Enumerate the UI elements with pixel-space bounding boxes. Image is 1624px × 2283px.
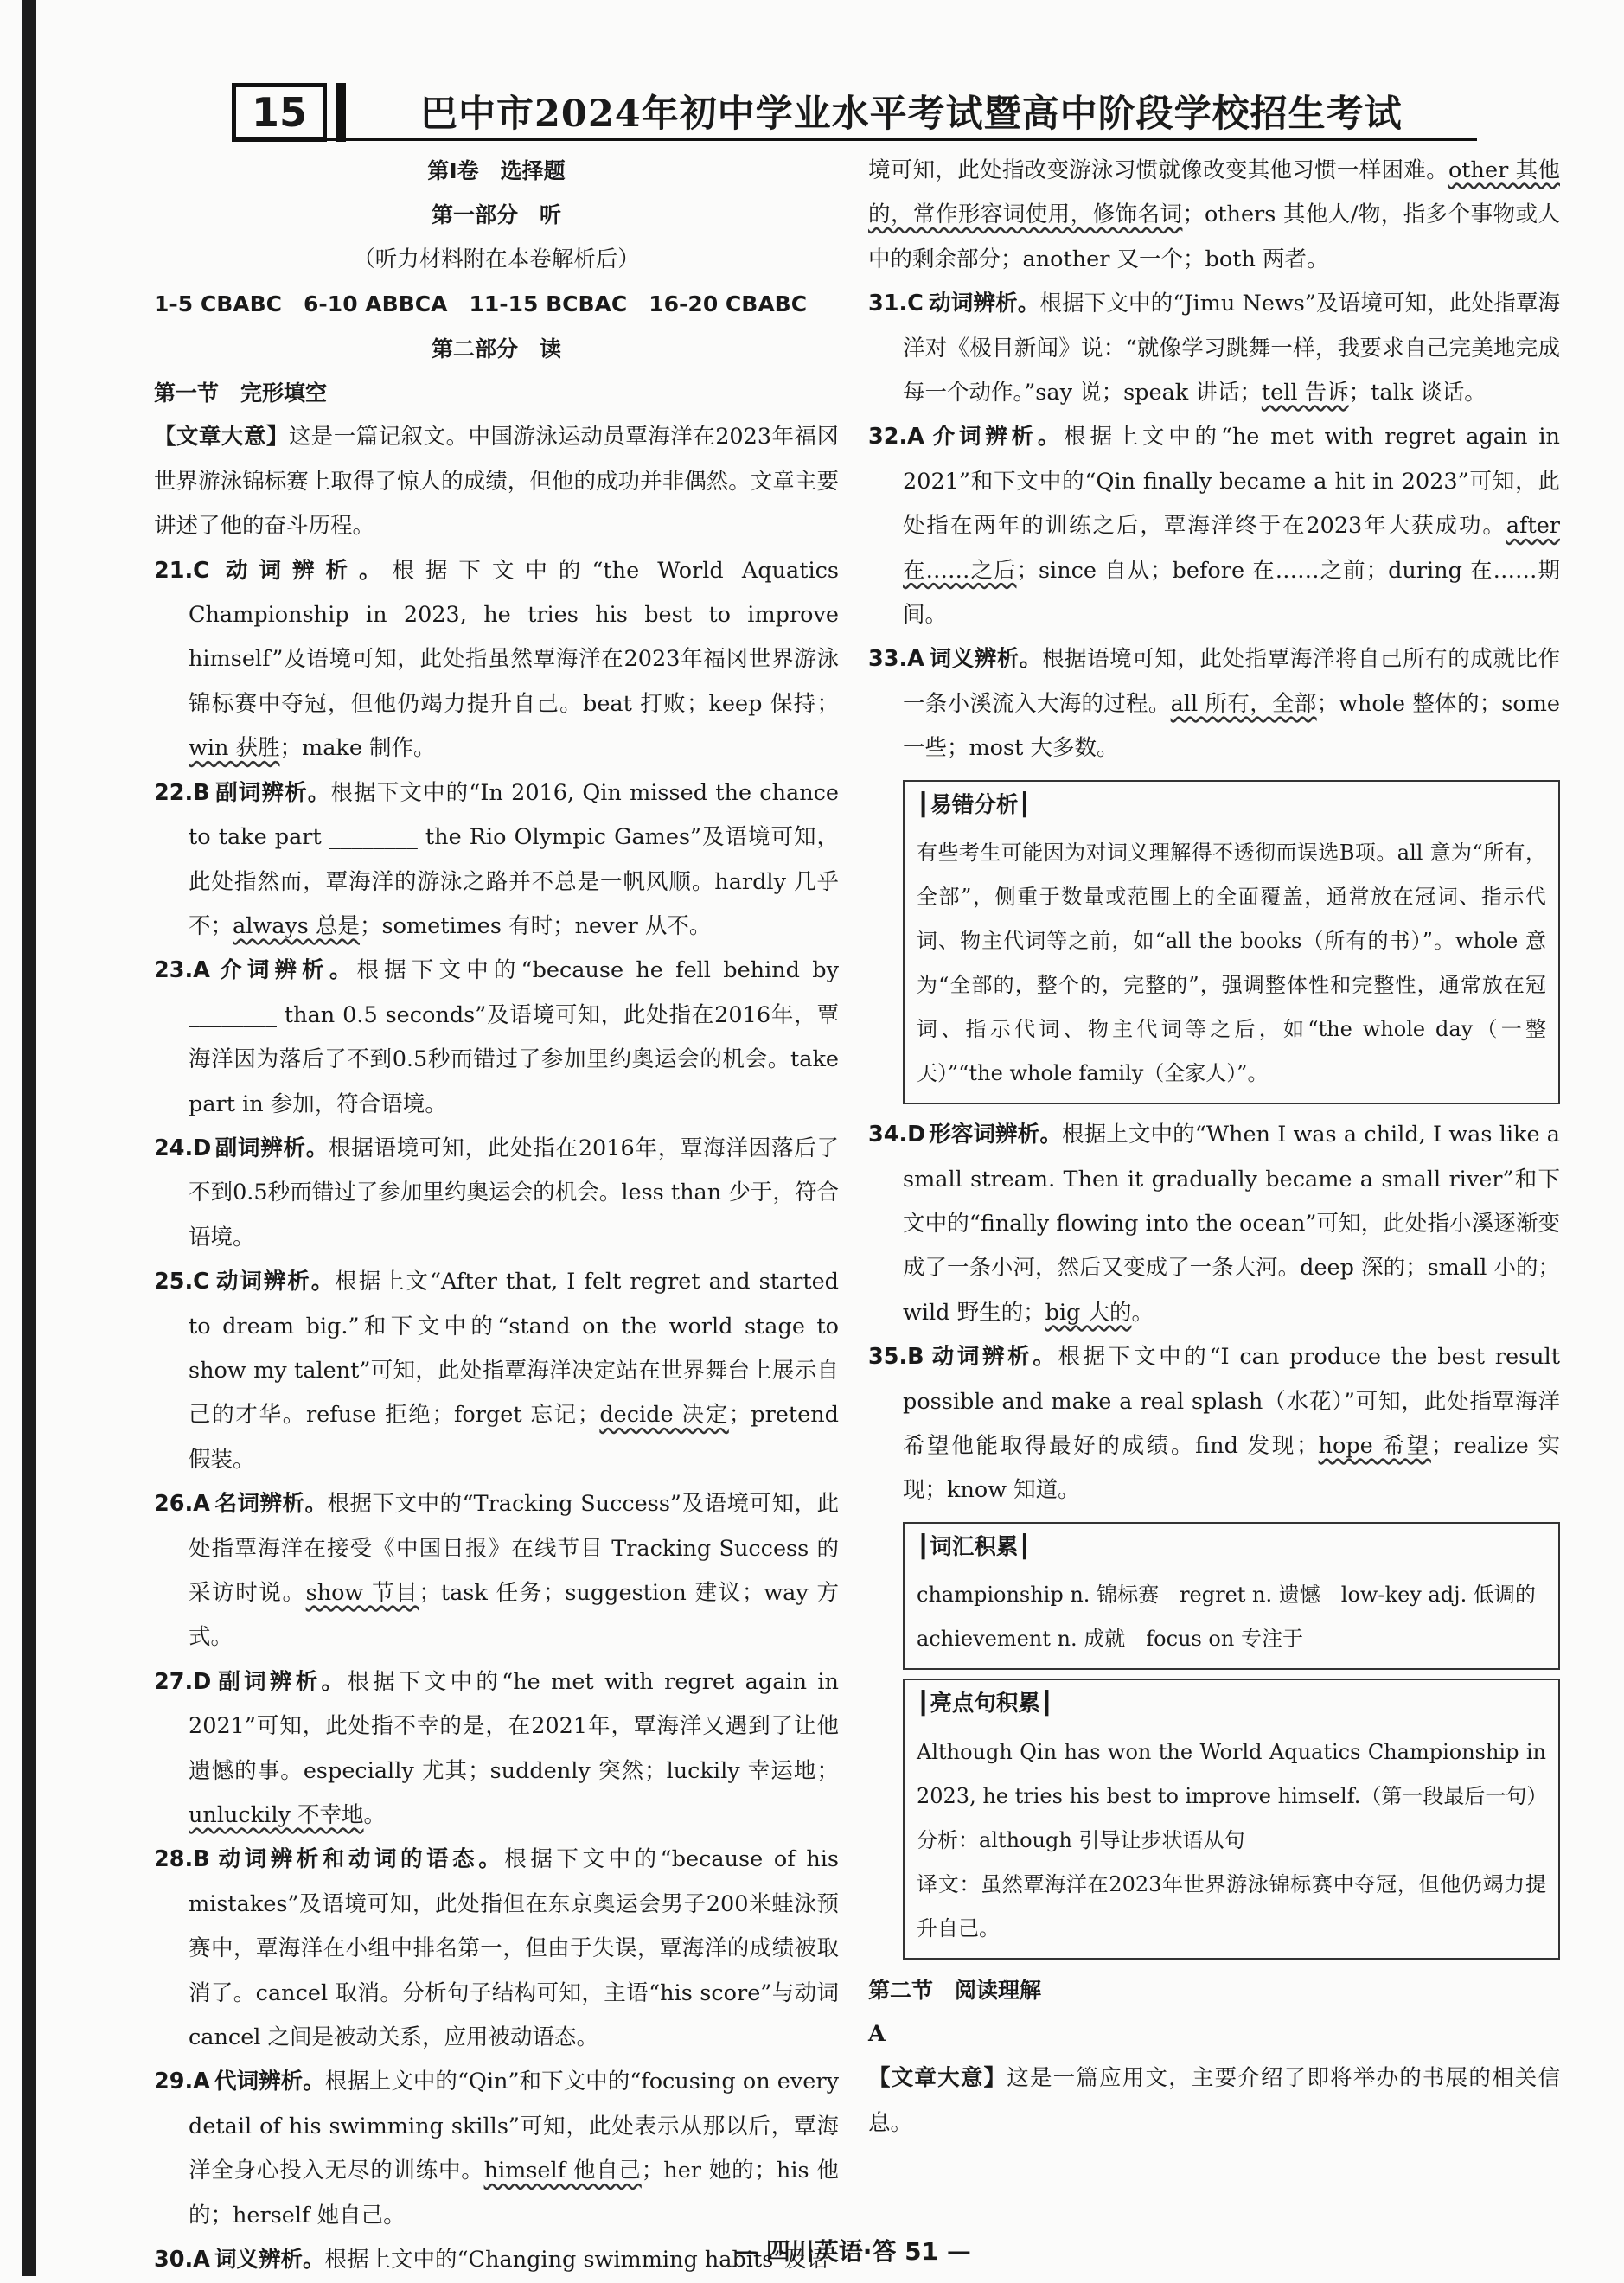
answer-explanation: 根据下文中的“In 2016, Qin missed the chance to take part ________ the Rio Olympic Games”及语境可知，此处指然而，覃海洋的游泳之路并不总是一帆风顺。hardly 几乎不；: [189, 779, 839, 939]
article-summary: [154, 415, 839, 548]
answer-type: 介词辨析。: [929, 424, 1065, 451]
summary-text: 这是一篇记叙文。中国游泳运动员覃海洋在2023年福冈世界游泳锦标赛上取得了惊人的成绩，但他的成功并非偶然。文章主要讲述了他的奋斗历程。: [154, 424, 839, 540]
answer-key-term: hope 希望: [1318, 1432, 1431, 1459]
answer-number: 35.B: [868, 1344, 924, 1371]
answer-item: [154, 1482, 839, 1660]
answer-number: 21.C: [154, 557, 209, 584]
answer-tail: ；her 她的；his 他的；herself 她自己。: [189, 2158, 839, 2229]
exam-title: 巴中市2024年初中学业水平考试暨高中阶段学校招生考试: [420, 93, 1403, 136]
answer-number: 33.A: [868, 646, 924, 673]
answer-explanation: 根据下文中的“the World Aquatics Championship in 2023, he tries his best to improve himself”及语境可知，此处指虽然覃海洋在2023年福冈世界游泳锦标赛中夺冠，但他仍竭力提升自己。beat 打败；keep 保持；: [189, 557, 839, 717]
answer-number: 25.C: [154, 1269, 209, 1295]
answer-explanation: 根据下文中的“because he fell behind by ________ than 0.5 seconds”及语境可知，此处指在2016年，覃海洋因为落后了不到0.5秒而错过了参加里约奥运会的机会。take part in 参加，符合语境。: [189, 957, 839, 1117]
header-divider-bar: [336, 83, 346, 142]
answer-type: 动词辨析和动词的语态。: [214, 1846, 505, 1873]
vocab-line-2: achievement n. 成就 focus on 专注于: [917, 1627, 1303, 1652]
answer-explanation: 根据下文中的“because of his mistakes”及语境可知，此处指但在东京奥运会男子200米蛙泳预赛中，覃海洋在小组中排名第一，但由于失误，覃海洋的成绩被取消了。cancel 取消。分析句子结构可知，主语“his score”与动词 cancel 之间是被动关系，应用被动语态。: [189, 1846, 839, 2051]
answer-tail: ；task 任务；suggestion 建议；way 方式。: [189, 1580, 839, 1651]
answer-explanation: 根据下文中的“I can produce the best result possible and make a real splash（水花）”可知，此处指覃海洋希望他能取得最好的成绩。find 发现；: [903, 1344, 1560, 1459]
answer-type: 副词辨析。: [214, 779, 331, 806]
answer-type: 介词辨析。: [214, 957, 357, 984]
answer-key-term: unluckily 不幸地: [189, 1802, 364, 1829]
answer-item: [154, 1660, 839, 1839]
answer-explanation: 根据下文中的“Jimu News”及语境可知，此处指覃海洋对《极目新闻》说：“就像学习跳舞一样，我要求自己完美地完成每一个动作。”say 说；speak 讲话；: [903, 291, 1560, 406]
item30-continued: [868, 149, 1560, 282]
listening-note: （听力材料附在本卷解析后）: [353, 246, 640, 272]
answer-type: 名词辨析。: [214, 1491, 328, 1518]
highlight-sentence-box: [903, 1679, 1560, 1959]
answer-number: 31.C: [868, 291, 924, 317]
summary-text-a: 这是一篇应用文，主要介绍了即将举办的书展的相关信息。: [868, 2065, 1560, 2136]
section2-heading: 第二节 阅读理解: [868, 1977, 1042, 2003]
error-analysis-box: [903, 780, 1560, 1104]
answer-tail: ；pretend 假装。: [189, 1402, 839, 1473]
answer-type: 代词辨析。: [214, 2069, 325, 2095]
answer-key-term: himself 他自己: [483, 2158, 642, 2184]
answer-explanation: 根据上文中的“Changing swimming habits”及语: [324, 2247, 829, 2273]
title-rule: [232, 138, 1477, 141]
answer-item: [868, 282, 1560, 415]
answer-number: 27.D: [154, 1668, 212, 1695]
answer-tail: ；since 自从；before 在……之前；during 在……期间。: [903, 557, 1560, 629]
answer-number: 28.B: [154, 1846, 210, 1873]
answer-item: [154, 549, 839, 771]
answer-key-term: show 节目: [305, 1580, 419, 1606]
answer-explanation: 根据下文中的“Tracking Success”及语境可知，此处指覃海洋在接受《中国日报》在线节目 Tracking Success 的采访时说。: [189, 1491, 839, 1606]
page-footer: — 四川英语·答 51 —: [733, 2237, 971, 2266]
item30-cont-mark: other 其他的，常作形容词使用，修饰名词: [868, 157, 1560, 228]
answer-key-term: after 在……之后: [903, 513, 1560, 584]
part2-heading: 第二部分 读: [431, 336, 561, 361]
answer-tail: ；talk 谈话。: [1348, 380, 1487, 406]
answer-type: 词义辨析。: [214, 2247, 325, 2273]
exam-number-badge: 15: [232, 83, 327, 142]
listening-answers: 1-5 CBABC 6-10 ABBCA 11-15 BCBAC 16-20 CBABC: [154, 291, 808, 317]
binding-spine: [22, 0, 36, 2276]
answer-number: 24.D: [154, 1135, 212, 1161]
volume-heading: 第Ⅰ卷 选择题: [427, 158, 566, 183]
passage-a-summary: [868, 2056, 1560, 2146]
answer-number: 23.A: [154, 957, 210, 984]
answer-tail: 。: [1131, 1299, 1154, 1326]
answer-item: [154, 771, 839, 950]
answer-type: 动词辨析。: [214, 557, 393, 584]
answer-explanation: 根据下文中的“he met with regret again in 2021”可知，此处指不幸的是，在2021年，覃海洋又遇到了让他遗憾的事。especially 尤其；suddenly 突然；luckily 幸运地；: [189, 1668, 839, 1784]
answer-item: [868, 415, 1560, 637]
left-column: [154, 149, 839, 2283]
answer-tail: ；realize 实现；know 知道。: [903, 1432, 1560, 1504]
answer-type: 动词辨析。: [214, 1269, 336, 1295]
answer-type: 动词辨析。: [929, 291, 1040, 317]
vocab-line-1: championship n. 锦标赛 regret n. 遗憾 low-key adj. 低调的: [917, 1583, 1536, 1608]
answer-item: [154, 1838, 839, 2060]
answer-item: [154, 949, 839, 1127]
error-analysis-text: 有些考生可能因为对词义理解得不透彻而误选B项。all 意为“所有，全部”，侧重于数量或范围上的全面覆盖，通常放在冠词、指示代词、物主代词等之前，如“all the books（所有的书）”。whole 意为“全部的，整个的，完整的”，强调整体性和完整性，通常放在冠词、指示代词、物主代词等之后，如“the whole day（一整天）”“the whole family（全家人）”。: [917, 841, 1546, 1086]
answer-explanation: 根据语境可知，此处指覃海洋将自己所有的成就比作一条小溪流入大海的过程。: [903, 646, 1560, 717]
answer-tail: ；whole 整体的；some 一些；most 大多数。: [903, 690, 1560, 762]
answer-key-term: always 总是: [233, 912, 361, 939]
answer-explanation: 根据上文中的“When I was a child, I was like a small stream. Then it gradually became a small river”和下文中的“finally flowing into the ocean”可知，此处指小溪逐渐变成了一条小河，然后又变成了一条大河。deep 深的；small 小的；wild 野生的；: [903, 1122, 1560, 1326]
answer-key-term: tell 告诉: [1261, 380, 1349, 406]
answer-number: 34.D: [868, 1122, 926, 1148]
answer-item: [868, 637, 1560, 771]
answer-explanation: 根据上文“After that, I felt regret and started to dream big.”和下文中的“stand on the world stage to show my talent”可知，此处指覃海洋决定站在世界舞台上展示自己的才华。refuse 拒绝；forget 忘记；: [189, 1269, 839, 1429]
answer-item: [154, 1260, 839, 1482]
summary-tag: 【文章大意】: [154, 424, 289, 451]
error-analysis-title: ┃易错分析┃: [911, 783, 1037, 828]
answer-number: 22.B: [154, 779, 210, 806]
answer-number: 26.A: [154, 1491, 210, 1518]
item30-cont-tail: ；others 其他人/物，指多个事物或人中的剩余部分；another 又一个；both 两者。: [868, 201, 1560, 272]
highlight-sentence: Although Qin has won the World Aquatics Championship in 2023, he tries his best to improve himself.（第一段最后一句）: [917, 1739, 1548, 1808]
highlight-title: ┃亮点句积累┃: [911, 1682, 1058, 1726]
right-answer-list-2: [868, 1113, 1560, 1513]
answer-key-term: decide 决定: [599, 1402, 729, 1429]
right-answer-list: [868, 282, 1560, 771]
item30-cont-text: 境可知，此处指改变游泳习惯就像改变其他习惯一样困难。: [868, 157, 1448, 183]
answer-tail: ；make 制作。: [279, 735, 436, 762]
part1-heading: 第一部分 听: [431, 202, 561, 228]
answer-tail: ；sometimes 有时；never 从不。: [360, 912, 712, 939]
answer-key-term: all 所有，全部: [1170, 690, 1317, 717]
passage-a-label: A: [868, 2020, 886, 2047]
answer-item: [868, 1335, 1560, 1513]
answer-number: 32.A: [868, 424, 924, 451]
highlight-analysis: 分析：although 引导让步状语从句: [917, 1827, 1245, 1852]
summary-tag-a: 【文章大意】: [868, 2065, 1007, 2092]
vocab-box: [903, 1522, 1560, 1670]
section1-heading: 第一节 完形填空: [154, 380, 328, 406]
answer-type: 词义辨析。: [929, 646, 1042, 673]
answer-number: 29.A: [154, 2069, 210, 2095]
answer-type: 副词辨析。: [214, 1668, 348, 1695]
left-answer-list: [154, 549, 839, 2283]
answer-type: 副词辨析。: [214, 1135, 329, 1161]
answer-explanation: 根据语境可知，此处指在2016年，覃海洋因落后了不到0.5秒而错过了参加里约奥运会的机会。less than 少于，符合语境。: [189, 1135, 839, 1250]
answer-item: [154, 1127, 839, 1260]
answer-key-term: big 大的: [1045, 1299, 1132, 1326]
answer-tail: 。: [363, 1802, 386, 1829]
answer-explanation: 根据上文中的“he met with regret again in 2021”和下文中的“Qin finally became a hit in 2023”可知，此处指在两年的训练之后，覃海洋终于在2023年大获成功。: [903, 424, 1560, 540]
highlight-translation: 译文：虽然覃海洋在2023年世界游泳锦标赛中夺冠，但他仍竭力提升自己。: [917, 1871, 1546, 1941]
page-header: [232, 83, 1477, 135]
answer-type: 动词辨析。: [929, 1344, 1058, 1371]
answer-number: 30.A: [154, 2247, 210, 2273]
answer-item: [154, 2060, 839, 2238]
answer-key-term: win 获胜: [189, 735, 280, 762]
answer-type: 形容词辨析。: [929, 1122, 1062, 1148]
answer-explanation: 根据上文中的“Qin”和下文中的“focusing on every detail of his swimming skills”可知，此处表示从那以后，覃海洋全身心投入无尽的训练中。: [189, 2069, 839, 2184]
answer-item: [868, 1113, 1560, 1335]
vocab-title: ┃词汇积累┃: [911, 1525, 1037, 1570]
right-column: [868, 149, 1560, 2146]
